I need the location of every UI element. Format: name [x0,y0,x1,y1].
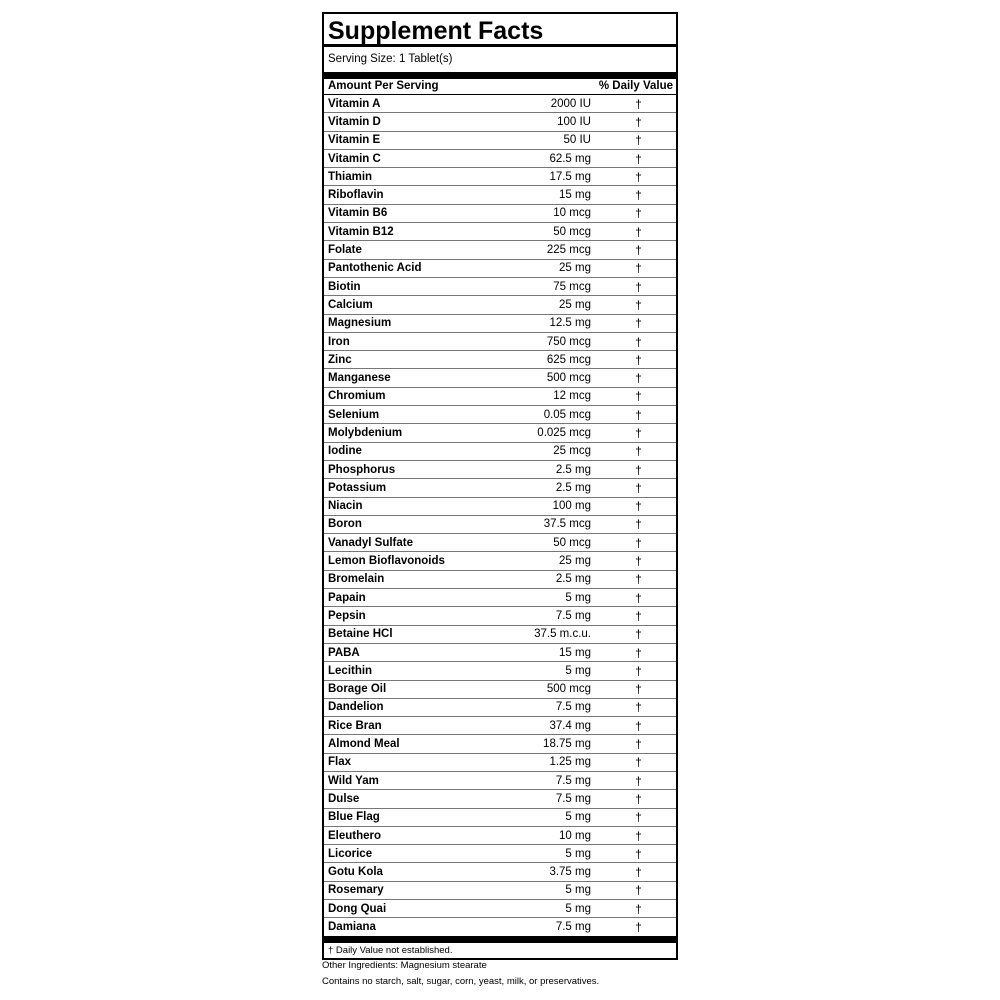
nutrient-name: Iron [328,335,350,348]
nutrient-daily-value: † [635,627,642,642]
contains-note: Contains no starch, salt, sugar, corn, yeast, milk, or preservatives. [322,976,600,987]
nutrient-row [324,205,676,223]
nutrient-daily-value: † [635,371,642,386]
nutrient-row [324,534,676,552]
daily-value-header: % Daily Value [598,80,673,92]
nutrient-name: Vanadyl Sulfate [328,536,414,549]
nutrient-amount: 2.5 mg [555,573,591,586]
nutrient-name: Lecithin [328,664,373,677]
nutrient-daily-value: † [635,828,642,843]
nutrient-amount: 50 IU [563,134,591,147]
nutrient-name: Vitamin D [328,115,381,128]
nutrient-amount: 3.75 mg [549,866,591,879]
nutrient-name: Selenium [328,408,380,421]
nutrient-name: Vitamin B6 [328,207,388,220]
nutrient-daily-value: † [635,846,642,861]
nutrient-row [324,918,676,935]
nutrient-daily-value: † [635,96,642,111]
nutrient-row [324,443,676,461]
nutrient-row [324,168,676,186]
nutrient-name: Folate [328,244,362,257]
nutrient-name: Betaine HCl [328,628,393,641]
nutrient-row [324,461,676,479]
nutrient-daily-value: † [635,737,642,752]
nutrient-row [324,717,676,735]
nutrient-amount: 7.5 mg [555,701,591,714]
nutrient-row [324,315,676,333]
nutrient-amount: 25 mcg [553,445,591,458]
nutrient-name: Thiamin [328,170,373,183]
nutrient-name: Rosemary [328,884,384,897]
nutrient-name: Lemon Bioflavonoids [328,555,445,568]
nutrient-name: Borage Oil [328,683,387,696]
nutrient-name: Dong Quai [328,902,387,915]
nutrient-amount: 225 mcg [546,244,591,257]
nutrient-amount: 5 mg [565,884,591,897]
nutrient-amount: 75 mcg [553,280,591,293]
label-title: Supplement Facts [324,14,676,47]
nutrient-name: Flax [328,756,352,769]
nutrient-amount: 7.5 mg [555,774,591,787]
column-header-row [324,79,676,95]
nutrient-row [324,662,676,680]
nutrient-amount: 5 mg [565,847,591,860]
nutrient-amount: 2.5 mg [555,463,591,476]
nutrient-amount: 500 mcg [546,683,591,696]
nutrient-daily-value: † [635,425,642,440]
nutrient-name: Niacin [328,500,363,513]
nutrient-name: Wild Yam [328,774,379,787]
nutrient-row [324,644,676,662]
nutrient-name: Calcium [328,298,373,311]
nutrient-amount: 7.5 mg [555,921,591,933]
nutrient-row [324,571,676,589]
nutrient-amount: 2000 IU [550,97,591,110]
nutrient-row [324,369,676,387]
nutrient-name: Iodine [328,445,362,458]
nutrient-daily-value: † [635,352,642,367]
nutrient-amount: 62.5 mg [549,152,591,165]
nutrient-name: Boron [328,518,362,531]
nutrient-row [324,516,676,534]
nutrient-row [324,333,676,351]
nutrient-row [324,790,676,808]
nutrient-amount: 18.75 mg [543,738,591,751]
nutrient-daily-value: † [635,590,642,605]
nutrient-daily-value: † [635,151,642,166]
nutrient-name: Zinc [328,353,352,366]
nutrient-amount: 7.5 mg [555,792,591,805]
nutrient-amount: 0.025 mcg [537,426,591,439]
nutrient-row [324,113,676,131]
nutrient-daily-value: † [635,865,642,880]
nutrient-name: Licorice [328,847,373,860]
nutrient-daily-value: † [635,279,642,294]
nutrient-amount: 25 mg [559,262,591,275]
nutrient-daily-value: † [635,334,642,349]
nutrient-amount: 750 mcg [546,335,591,348]
nutrient-daily-value: † [635,169,642,184]
nutrient-daily-value: † [635,316,642,331]
nutrient-name: Potassium [328,481,387,494]
nutrient-row [324,845,676,863]
nutrient-amount: 10 mg [559,829,591,842]
nutrient-amount: 50 mcg [553,225,591,238]
nutrient-daily-value: † [635,206,642,221]
nutrient-amount: 25 mg [559,555,591,568]
nutrient-row [324,589,676,607]
nutrient-row [324,406,676,424]
nutrient-amount: 15 mg [559,646,591,659]
nutrient-row [324,882,676,900]
nutrient-row [324,296,676,314]
nutrient-name: Bromelain [328,573,385,586]
nutrient-amount: 37.5 mcg [543,518,591,531]
nutrient-row [324,150,676,168]
nutrient-amount: 625 mcg [546,353,591,366]
nutrient-list [324,95,676,943]
nutrient-name: Phosphorus [328,463,396,476]
nutrient-name: Papain [328,591,366,604]
nutrient-amount: 50 mcg [553,536,591,549]
nutrient-amount: 12 mcg [553,390,591,403]
nutrient-daily-value: † [635,224,642,239]
nutrient-amount: 1.25 mg [549,756,591,769]
nutrient-amount: 100 IU [557,115,591,128]
nutrient-amount: 5 mg [565,664,591,677]
nutrient-daily-value: † [635,188,642,203]
nutrient-row [324,735,676,753]
nutrient-daily-value: † [635,243,642,258]
nutrient-row [324,223,676,241]
nutrient-amount: 37.5 m.c.u. [534,628,591,641]
nutrient-daily-value: † [635,755,642,770]
nutrient-name: Vitamin E [328,134,381,147]
nutrient-daily-value: † [635,645,642,660]
nutrient-daily-value: † [635,499,642,514]
nutrient-daily-value: † [635,663,642,678]
nutrient-row [324,132,676,150]
nutrient-name: Almond Meal [328,738,400,751]
nutrient-name: Vitamin A [328,97,381,110]
nutrient-row [324,827,676,845]
nutrient-daily-value: † [635,389,642,404]
nutrient-row [324,351,676,369]
nutrient-name: Manganese [328,372,391,385]
nutrient-amount: 15 mg [559,189,591,202]
nutrient-name: Riboflavin [328,189,384,202]
nutrient-amount: 25 mg [559,298,591,311]
nutrient-daily-value: † [635,444,642,459]
nutrient-daily-value: † [635,920,642,934]
nutrient-daily-value: † [635,608,642,623]
footnote: † Daily Value not established. [328,944,453,956]
nutrient-daily-value: † [635,682,642,697]
nutrient-row [324,772,676,790]
nutrient-name: Blue Flag [328,811,380,824]
nutrient-amount: 12.5 mg [549,317,591,330]
nutrient-name: Pepsin [328,609,366,622]
nutrient-daily-value: † [635,718,642,733]
nutrient-daily-value: † [635,480,642,495]
nutrient-row [324,95,676,113]
nutrient-name: Eleuthero [328,829,382,842]
nutrient-row [324,626,676,644]
nutrient-name: Vitamin C [328,152,381,165]
nutrient-amount: 5 mg [565,902,591,915]
nutrient-amount: 2.5 mg [555,481,591,494]
nutrient-row [324,681,676,699]
nutrient-name: Molybdenium [328,426,403,439]
nutrient-row [324,186,676,204]
nutrient-row [324,260,676,278]
nutrient-row [324,552,676,570]
nutrient-amount: 10 mcg [553,207,591,220]
nutrient-row [324,809,676,827]
supplement-facts-label [322,12,678,960]
nutrient-name: Vitamin B12 [328,225,394,238]
nutrient-daily-value: † [635,572,642,587]
nutrient-row [324,241,676,259]
nutrient-name: Damiana [328,921,376,933]
nutrient-amount: 100 mg [552,500,591,513]
nutrient-daily-value: † [635,883,642,898]
nutrient-daily-value: † [635,261,642,276]
nutrient-row [324,900,676,918]
nutrient-name: PABA [328,646,360,659]
nutrient-daily-value: † [635,462,642,477]
nutrient-daily-value: † [635,517,642,532]
nutrient-daily-value: † [635,773,642,788]
nutrient-daily-value: † [635,810,642,825]
nutrient-row [324,754,676,772]
nutrient-row [324,479,676,497]
nutrient-amount: 5 mg [565,591,591,604]
nutrient-daily-value: † [635,901,642,916]
nutrient-row [324,424,676,442]
nutrient-name: Dandelion [328,701,384,714]
nutrient-row [324,388,676,406]
nutrient-amount: 0.05 mcg [543,408,591,421]
other-ingredients: Other Ingredients: Magnesium stearate [322,960,487,971]
nutrient-daily-value: † [635,791,642,806]
nutrient-daily-value: † [635,297,642,312]
nutrient-row [324,498,676,516]
serving-size: Serving Size: 1 Tablet(s) [324,47,676,79]
nutrient-name: Biotin [328,280,361,293]
nutrient-name: Rice Bran [328,719,382,732]
nutrient-amount: 500 mcg [546,372,591,385]
nutrient-daily-value: † [635,700,642,715]
nutrient-daily-value: † [635,114,642,129]
nutrient-name: Gotu Kola [328,866,383,879]
nutrient-amount: 5 mg [565,811,591,824]
nutrient-row [324,699,676,717]
nutrient-daily-value: † [635,407,642,422]
nutrient-daily-value: † [635,133,642,148]
nutrient-row [324,607,676,625]
amount-per-serving-header: Amount Per Serving [328,80,439,92]
nutrient-amount: 17.5 mg [549,170,591,183]
nutrient-name: Chromium [328,390,386,403]
nutrient-daily-value: † [635,554,642,569]
nutrient-amount: 7.5 mg [555,609,591,622]
nutrient-name: Pantothenic Acid [328,262,422,275]
nutrient-daily-value: † [635,535,642,550]
nutrient-name: Magnesium [328,317,392,330]
nutrient-row [324,863,676,881]
nutrient-row [324,278,676,296]
nutrient-name: Dulse [328,792,360,805]
nutrient-amount: 37.4 mg [549,719,591,732]
